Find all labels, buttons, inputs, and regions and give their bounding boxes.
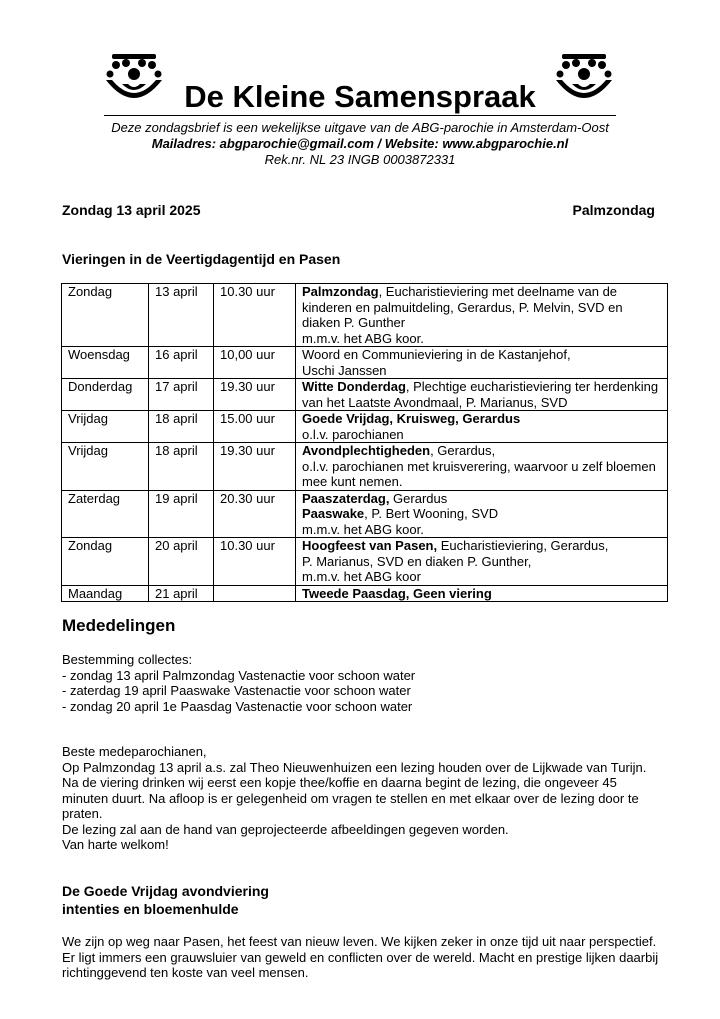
row-date: 16 april [149, 347, 214, 379]
mededelingen-heading: Mededelingen [62, 616, 176, 635]
collectes-block [62, 652, 662, 714]
table-row [62, 538, 668, 586]
row-day: Donderdag [62, 379, 149, 411]
row-date: 20 april [149, 538, 214, 586]
table-row [62, 379, 668, 411]
row-date: 18 april [149, 411, 214, 443]
lezing-paragraph-2: De lezing zal aan de hand van geprojecteerde afbeeldingen gegeven worden. [62, 821, 509, 837]
row-description: Witte Donderdag, Plechtige eucharistieviering ter herdenking van het Laatste Avondmaal, P. Marianus, SVD [296, 379, 668, 411]
list-item: - zondag 13 april Palmzondag Vastenactie voor schoon water [62, 667, 416, 683]
row-description: Hoogfeest van Pasen, Eucharistieviering, Gerardus, P. Marianus, SVD en diaken P. Gunther, m.m.v. het ABG koor [296, 538, 668, 586]
row-date: 13 april [149, 284, 214, 347]
row-description: Woord en Communieviering in de Kastanjehof, Uschi Janssen [296, 347, 668, 379]
row-date: 21 april [149, 585, 214, 602]
row-time: 19.30 uur [214, 443, 296, 491]
list-item: - zaterdag 19 april Paaswake Vastenactie voor schoon water [62, 683, 411, 698]
row-time: 10.30 uur [214, 284, 296, 347]
row-description: Avondplechtigheden, Gerardus, o.l.v. parochianen met kruisverering, waarvoor u zelf bloemen mee kunt nemen. [296, 443, 668, 491]
table-row [62, 443, 668, 491]
row-day: Zondag [62, 284, 149, 347]
greeting: Beste medeparochianen, [62, 744, 207, 759]
vieringen-heading: Vieringen in de Veertigdagentijd en Pasen [62, 251, 341, 267]
subtitle-contact: Mailadres: abgparochie@gmail.com / Website: www.abgparochie.nl [151, 136, 569, 151]
row-time: 20.30 uur [214, 490, 296, 538]
row-description: Tweede Paasdag, Geen viering [296, 585, 668, 602]
row-time: 10.30 uur [214, 538, 296, 586]
table-row [62, 411, 668, 443]
row-day: Woensdag [62, 347, 149, 379]
row-day: Zaterdag [62, 490, 149, 538]
table-row [62, 284, 668, 347]
liturgical-day: Palmzondag [572, 202, 655, 218]
newsletter-title: De Kleine Samenspraak [184, 79, 536, 114]
row-description: Paaszaterdag, Gerardus Paaswake, P. Bert Wooning, SVD m.m.v. het ABG koor. [296, 490, 668, 538]
collectes-title: Bestemming collectes: [62, 652, 193, 667]
row-date: 17 april [149, 379, 214, 411]
title-rule [104, 115, 616, 116]
row-day: Vrijdag [62, 443, 149, 491]
row-time: 19.30 uur [214, 379, 296, 411]
goede-vrijdag-heading-line1: De Goede Vrijdag avondviering [62, 883, 269, 899]
subtitle-bank: Rek.nr. NL 23 INGB 0003872331 [264, 152, 456, 167]
table-row [62, 490, 668, 538]
issue-date: Zondag 13 april 2025 [62, 202, 201, 218]
row-time: 10,00 uur [214, 347, 296, 379]
goede-vrijdag-heading [62, 882, 269, 918]
schedule-table [61, 283, 668, 602]
table-row [62, 585, 668, 602]
row-date: 18 april [149, 443, 214, 491]
welcome-text: Van harte welkom! [62, 837, 169, 852]
table-row [62, 347, 668, 379]
goede-vrijdag-heading-line2: intenties en bloemenhulde [62, 901, 239, 917]
row-description: Goede Vrijdag, Kruisweg, Gerardus o.l.v. parochianen [296, 411, 668, 443]
list-item: - zondag 20 april 1e Paasdag Vastenactie voor schoon water [62, 698, 413, 714]
row-day: Zondag [62, 538, 149, 586]
row-date: 19 april [149, 490, 214, 538]
goede-vrijdag-text: We zijn op weg naar Pasen, het feest van nieuw leven. We kijken zeker in onze tijd uit naar perspectief. Er ligt immers een grauwsluier van geweld en conflicten over de wereld. Macht en prestige lijken daarbij richtinggevend ten koste van veel mensen. [62, 934, 659, 980]
subtitle-description: Deze zondagsbrief is een wekelijkse uitgave van de ABG-parochie in Amsterdam-Oost [111, 120, 609, 135]
row-time: 15.00 uur [214, 411, 296, 443]
row-description: Palmzondag, Eucharistieviering met deelname van de kinderen en palmuitdeling, Gerardus, P. Melvin, SVD en diaken P. Gunther m.m.v. het ABG koor. [296, 284, 668, 347]
row-day: Maandag [62, 585, 149, 602]
lezing-block [62, 744, 662, 853]
row-time [214, 585, 296, 602]
row-day: Vrijdag [62, 411, 149, 443]
lezing-paragraph: Op Palmzondag 13 april a.s. zal Theo Nieuwenhuizen een lezing houden over de Lijkwade van Turijn. Na de viering drinken wij eerst een kopje thee/koffie en daarna begint de lezing, die ongeveer 45 minuten duurt. Na afloop is er gelegenheid om vragen te stellen en met elkaar over de lezing door te praten. [62, 759, 647, 821]
